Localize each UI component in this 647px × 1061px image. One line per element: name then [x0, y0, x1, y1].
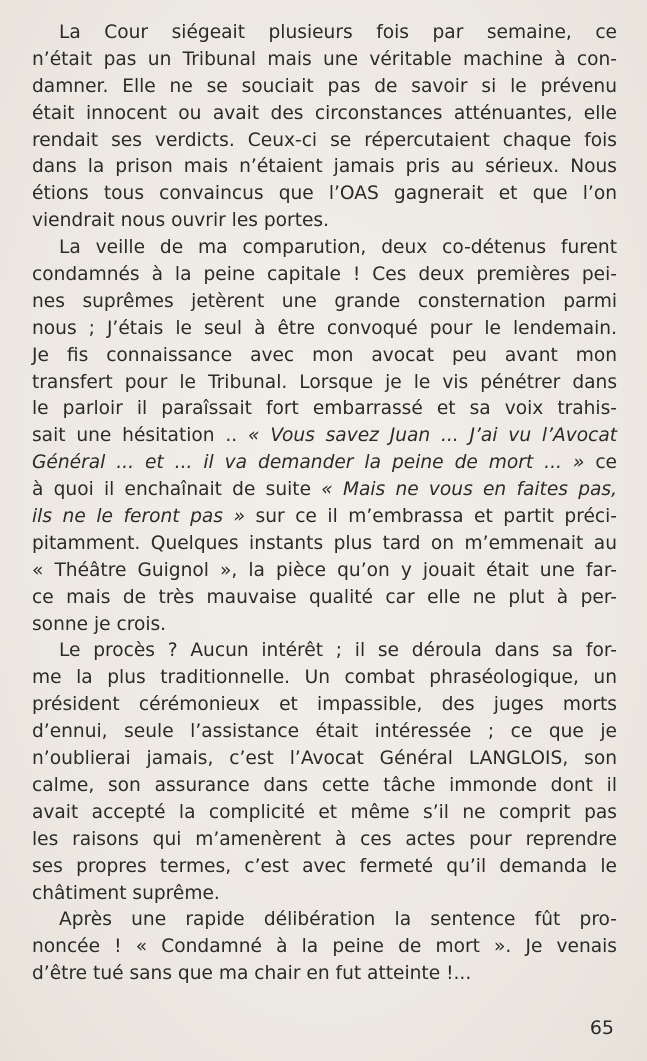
page-number: 65: [589, 1017, 614, 1039]
paragraph-2: [32, 235, 617, 638]
text-line: était innocent ou avait des circonstances atténuantes, elle: [32, 102, 617, 124]
text-line: [32, 450, 617, 477]
text-line: d’être tué sans que ma chair en fut atteinte !...: [32, 963, 472, 985]
text-line: président cérémonieux et impassible, des juges morts: [32, 694, 617, 716]
body-text: [32, 20, 617, 988]
text-line: les raisons qui m’amenèrent à ces actes pour reprendre: [32, 828, 617, 850]
quote-run: « Mais ne vous en faites pas,: [321, 479, 617, 501]
text-line: ses propres termes, c’est avec fermeté qu’il demanda le: [32, 855, 617, 877]
text-run: sait une hésitation ..: [32, 425, 249, 447]
text-line: sonne je crois.: [32, 613, 167, 635]
text-line: [32, 477, 617, 504]
text-line: [32, 504, 617, 531]
quote-run: ils ne le feront pas »: [32, 506, 245, 528]
text-line: le parloir il paraîssait fort embarrassé et sa voix trahis-: [32, 398, 617, 420]
text-line: noncée ! « Condamné à la peine de mort ». Je venais: [32, 936, 617, 958]
text-line: « Théâtre Guignol », la pièce qu’on y jouait était une far-: [32, 559, 617, 581]
text-line: pitamment. Quelques instants plus tard on m’emmenait au: [32, 532, 617, 554]
text-line: calme, son assurance dans cette tâche immonde dont il: [32, 774, 617, 796]
text-line: La Cour siégeait plusieurs fois par semaine, ce: [59, 22, 617, 43]
text-run: ce: [584, 452, 617, 474]
text-line: avait accepté la complicité et même s’il ne comprit pas: [32, 801, 617, 823]
text-line: rendait ses verdicts. Ceux-ci se répercutaient chaque fois: [32, 129, 617, 151]
text-line: n’était pas un Tribunal mais une véritable machine à con-: [32, 48, 617, 70]
text-run: à quoi il enchaînait de suite: [32, 479, 322, 501]
text-line: Le procès ? Aucun intérêt ; il se déroula dans sa for-: [59, 640, 617, 662]
text-line: nous ; J’étais le seul à être convoqué pour le lendemain.: [32, 317, 617, 339]
text-line: Je fis connaissance avec mon avocat peu avant mon: [32, 344, 617, 366]
text-line: ce mais de très mauvaise qualité car elle ne plut à per-: [32, 586, 617, 608]
text-line: châtiment suprême.: [32, 882, 220, 904]
text-line: nes suprêmes jetèrent une grande consternation parmi: [32, 290, 617, 312]
text-line: viendrait nous ouvrir les portes.: [32, 210, 330, 232]
text-line: dans la prison mais n’étaient jamais pris au sérieux. Nous: [32, 156, 617, 178]
text-line: Après une rapide délibération la sentence fût pro-: [59, 909, 617, 931]
text-line: transfert pour le Tribunal. Lorsque je le vis pénétrer dans: [32, 371, 617, 393]
text-line: d’ennui, seule l’assistance était intéressée ; ce que je: [32, 721, 617, 743]
text-line: me la plus traditionnelle. Un combat phraséologique, un: [32, 667, 617, 689]
paragraph-3: [32, 638, 617, 907]
text-line: condamnés à la peine capitale ! Ces deux premières pei-: [32, 264, 617, 286]
quote-run: Général ... et ... il va demander la peine de mort ... »: [32, 452, 585, 474]
text-line: étions tous convaincus que l’OAS gagnerait et que l’on: [32, 183, 617, 205]
text-line: La veille de ma comparution, deux co-détenus furent: [59, 237, 617, 259]
text-line: damner. Elle ne se souciait pas de savoir si le prévenu: [32, 75, 617, 97]
text-run: sur ce il m’embrassa et partit préci-: [245, 506, 617, 528]
paragraph-1: [32, 20, 617, 235]
text-line: [32, 423, 617, 450]
quote-run: « Vous savez Juan ... J’ai vu l’Avocat: [248, 425, 617, 447]
paragraph-4: [32, 907, 617, 988]
text-line: n’oublierai jamais, c’est l’Avocat Général LANGLOIS, son: [32, 748, 617, 770]
